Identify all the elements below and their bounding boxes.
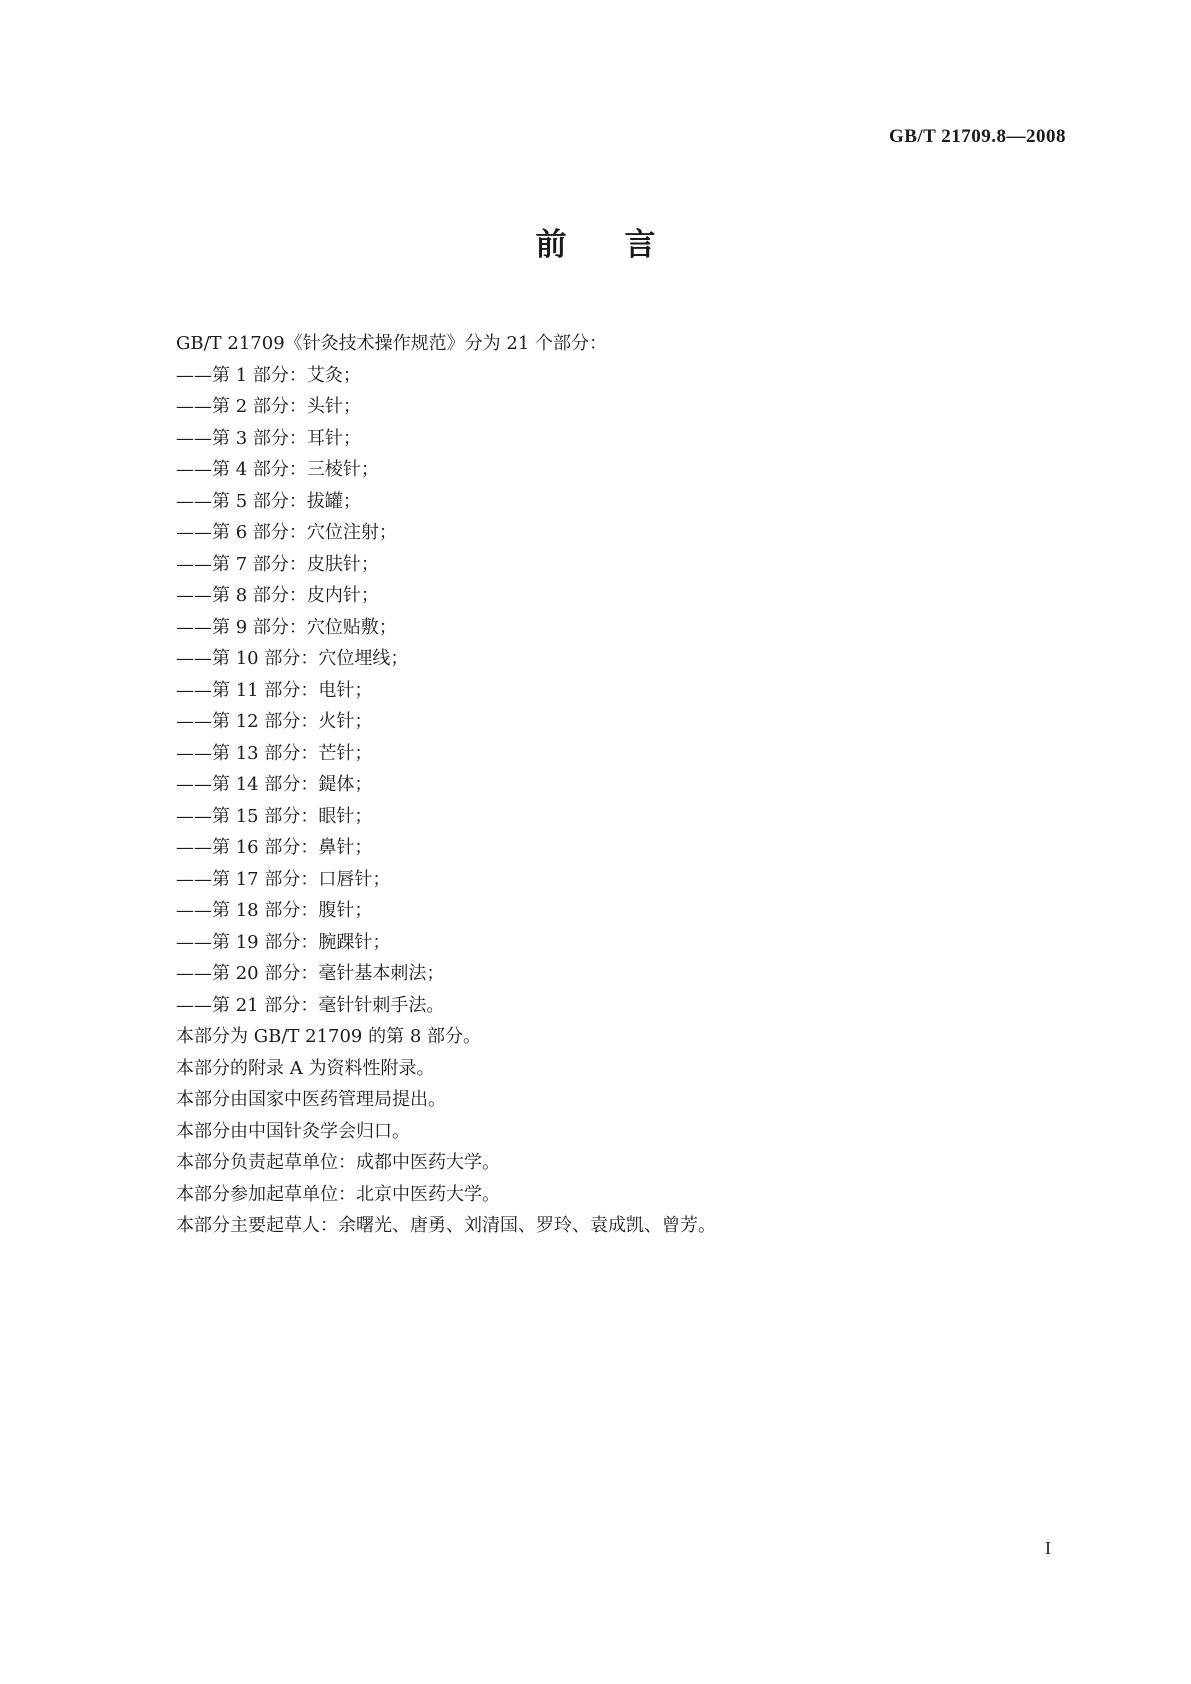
part-item: ——第 17 部分：口唇针； xyxy=(176,868,391,890)
part-item: ——第 1 部分：艾灸； xyxy=(176,364,361,386)
statement-lead-drafter: 本部分负责起草单位：成都中医药大学。 xyxy=(176,1152,500,1173)
part-item: ——第 19 部分：腕踝针； xyxy=(176,931,391,953)
intro-paragraph: GB/T 21709《针灸技术操作规范》分为 21 个部分： xyxy=(176,333,608,354)
standard-code: GB/T 21709.8—2008 xyxy=(888,126,1066,147)
statement-appendix: 本部分的附录 A 为资料性附录。 xyxy=(176,1057,435,1079)
parts-list xyxy=(176,360,1076,1022)
part-item: ——第 4 部分：三棱针； xyxy=(176,459,379,480)
part-item: ——第 11 部分：电针； xyxy=(176,679,373,701)
part-item: ——第 9 部分：穴位贴敷； xyxy=(176,616,397,638)
part-item: ——第 15 部分：眼针； xyxy=(176,805,373,827)
part-item: ——第 3 部分：耳针； xyxy=(176,427,361,449)
foreword-body xyxy=(176,328,1076,1242)
part-item: ——第 10 部分：穴位埋线； xyxy=(176,648,409,669)
part-item: ——第 20 部分：毫针基本刺法； xyxy=(176,963,445,984)
part-item: ——第 12 部分：火针； xyxy=(176,711,373,732)
part-item: ——第 14 部分：鍉体； xyxy=(176,774,373,795)
part-item: ——第 21 部分：毫针针刺手法。 xyxy=(176,994,445,1016)
statement-main-drafters: 本部分主要起草人：余曙光、唐勇、刘清国、罗玲、袁成凯、曾芳。 xyxy=(176,1215,716,1236)
part-item: ——第 13 部分：芒针； xyxy=(176,742,373,764)
statement-part-number: 本部分为 GB/T 21709 的第 8 部分。 xyxy=(176,1026,481,1047)
part-item: ——第 16 部分：鼻针； xyxy=(176,837,373,858)
page-number: I xyxy=(1045,1538,1051,1558)
page-title: 前言 xyxy=(535,227,714,263)
statement-proposer: 本部分由国家中医药管理局提出。 xyxy=(176,1089,446,1110)
part-item: ——第 5 部分：拔罐； xyxy=(176,490,361,512)
statement-participating-drafter: 本部分参加起草单位：北京中医药大学。 xyxy=(176,1183,500,1205)
statement-centralized-unit: 本部分由中国针灸学会归口。 xyxy=(176,1120,410,1142)
part-item: ——第 8 部分：皮内针； xyxy=(176,585,379,606)
part-item: ——第 2 部分：头针； xyxy=(176,396,361,417)
part-item: ——第 18 部分：腹针； xyxy=(176,900,373,921)
part-item: ——第 7 部分：皮肤针； xyxy=(176,553,379,575)
part-item: ——第 6 部分：穴位注射； xyxy=(176,522,397,543)
